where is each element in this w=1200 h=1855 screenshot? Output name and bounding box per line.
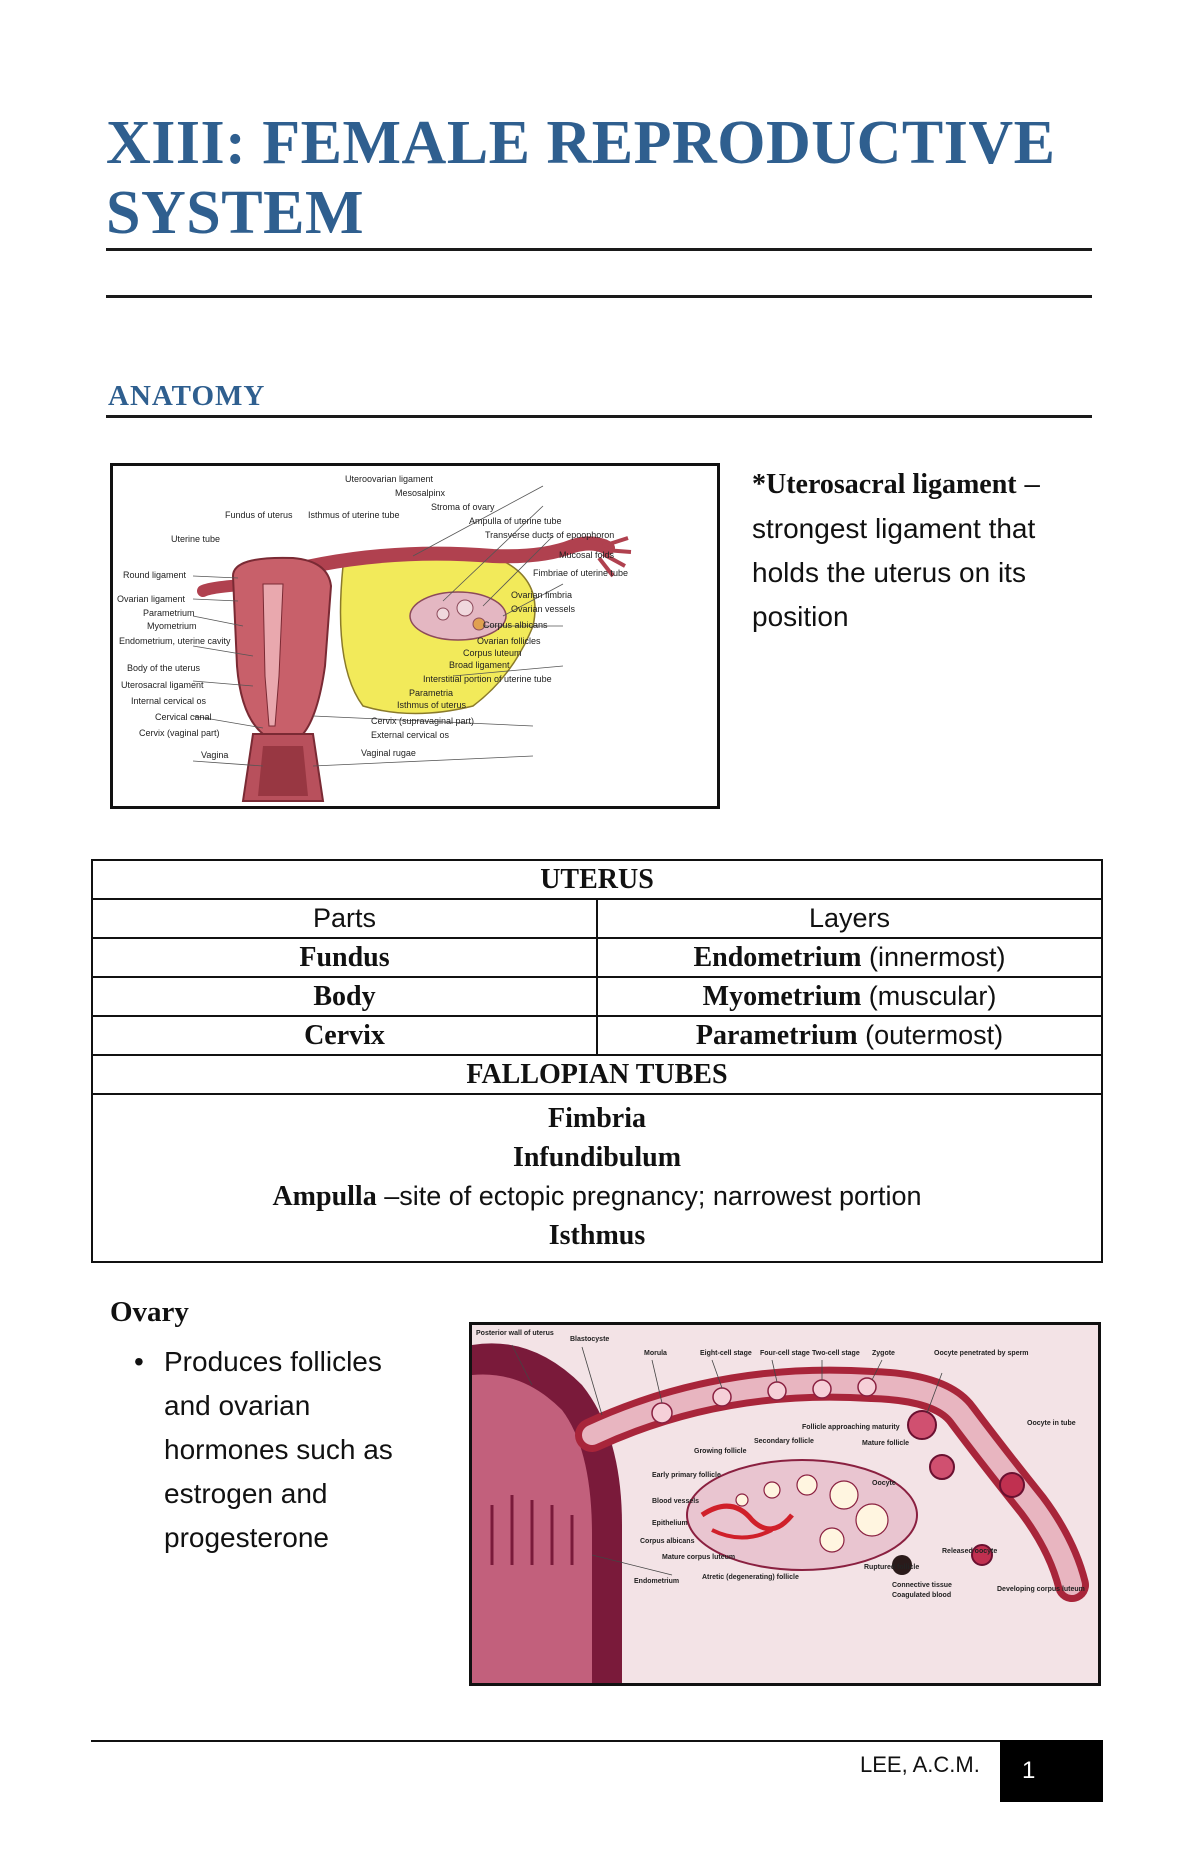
fallopian-header: FALLOPIAN TUBES bbox=[92, 1055, 1102, 1094]
part-name: Fundus bbox=[299, 942, 390, 973]
uterus-table-header: UTERUS bbox=[92, 860, 1102, 899]
fig1-label-corpus-luteum: Corpus luteum bbox=[463, 648, 522, 658]
fig2-label-corpus-albicans: Corpus albicans bbox=[640, 1538, 695, 1545]
title-rule-2 bbox=[106, 295, 1092, 298]
fig1-label-round-ligament: Round ligament bbox=[123, 570, 187, 580]
col-header-parts: Parts bbox=[92, 899, 597, 938]
page-title: XIII: FEMALE REPRODUCTIVE SYSTEM bbox=[106, 109, 1056, 247]
fig1-label-mucosal-folds: Mucosal folds bbox=[559, 550, 615, 560]
fig2-label-two-cell: Two-cell stage bbox=[812, 1350, 860, 1357]
note-term: *Uterosacral ligament bbox=[752, 469, 1017, 500]
fig1-label-internal-os: Internal cervical os bbox=[131, 696, 207, 706]
fig1-label-isthmus-uterus: Isthmus of uterus bbox=[397, 700, 467, 710]
footer-rule bbox=[91, 1740, 1103, 1742]
part-name: Body bbox=[313, 981, 376, 1012]
fig2-label-mature: Mature follicle bbox=[862, 1440, 910, 1447]
fig2-label-blastocyste: Blastocyste bbox=[570, 1336, 610, 1343]
fallopian-ampulla-note: –site of ectopic pregnancy; narrowest portion bbox=[384, 1181, 922, 1211]
fig1-label-uterosacral: Uterosacral ligament bbox=[121, 680, 204, 690]
fig1-label-broad-ligament: Broad ligament bbox=[449, 660, 510, 670]
table-row bbox=[92, 977, 1102, 1016]
fig1-label-corpus-albicans: Corpus albicans bbox=[483, 620, 548, 630]
fig2-label-coagulated: Coagulated blood bbox=[892, 1592, 952, 1599]
fig1-label-parametrium: Parametrium bbox=[143, 608, 195, 618]
fig1-label-body: Body of the uterus bbox=[127, 663, 201, 673]
fallopian-infundibulum: Infundibulum bbox=[512, 1142, 682, 1173]
fig1-label-ovarian-fimbria: Ovarian fimbria bbox=[511, 590, 573, 600]
fig1-label-external-os: External cervical os bbox=[371, 730, 450, 740]
fig2-label-morula: Morula bbox=[644, 1350, 667, 1357]
fig1-label-ovarian-vessels: Ovarian vessels bbox=[511, 604, 576, 614]
fig2-label-blood-vessels: Blood vessels bbox=[652, 1498, 700, 1505]
section-heading-anatomy: ANATOMY bbox=[108, 380, 266, 412]
fig1-label-ampulla: Ampulla of uterine tube bbox=[469, 516, 562, 526]
title-rule-1 bbox=[106, 248, 1092, 251]
fallopian-ampulla: Ampulla bbox=[272, 1181, 377, 1212]
layer-note: (outermost) bbox=[865, 1020, 1004, 1050]
fig1-label-endometrium: Endometrium, uterine cavity bbox=[119, 636, 231, 646]
fig2-label-mature-luteum: Mature corpus luteum bbox=[662, 1554, 736, 1561]
fig1-label-cervix-supravaginal: Cervix (supravaginal part) bbox=[371, 716, 475, 726]
fig2-label-oocyte: Oocyte bbox=[872, 1480, 896, 1487]
fig1-label-cervical-canal: Cervical canal bbox=[155, 712, 212, 722]
layer-name: Myometrium bbox=[702, 981, 862, 1012]
uterus-anatomy-figure bbox=[110, 463, 720, 809]
fig2-label-eight-cell: Eight-cell stage bbox=[700, 1350, 752, 1357]
fig2-label-posterior-wall: Posterior wall of uterus bbox=[476, 1330, 554, 1337]
ovary-heading: Ovary bbox=[110, 1296, 189, 1328]
fig2-label-ruptured: Ruptured follicle bbox=[864, 1564, 920, 1571]
fig2-label-released: Released oocyte bbox=[942, 1548, 998, 1555]
fig1-label-ovarian-follicles: Ovarian follicles bbox=[477, 636, 541, 646]
list-item: • Produces follicles and ovarian hormones such as estrogen and progesterone bbox=[134, 1340, 434, 1560]
fig2-label-zygote: Zygote bbox=[872, 1350, 895, 1357]
fig1-label-isthmus-tube: Isthmus of uterine tube bbox=[308, 510, 400, 520]
fig2-label-four-cell: Four-cell stage bbox=[760, 1350, 810, 1357]
fig1-label-fimbriae: Fimbriae of uterine tube bbox=[533, 568, 629, 578]
fig1-label-interstitial: Interstitial portion of uterine tube bbox=[423, 674, 552, 684]
fallopian-parts-cell bbox=[92, 1094, 1102, 1262]
uterosacral-note bbox=[752, 462, 1092, 639]
fig1-label-ovarian-ligament: Ovarian ligament bbox=[117, 594, 186, 604]
fig2-label-early-primary: Early primary follicle bbox=[652, 1472, 721, 1479]
layer-note: (innermost) bbox=[868, 942, 1006, 972]
fig2-label-oocyte-penetrated: Oocyte penetrated by sperm bbox=[934, 1350, 1029, 1357]
layer-name: Parametrium bbox=[695, 1020, 858, 1051]
table-row bbox=[92, 1016, 1102, 1055]
fig2-label-atretic: Atretic (degenerating) follicle bbox=[702, 1574, 799, 1581]
fig2-label-endometrium: Endometrium bbox=[634, 1578, 680, 1585]
col-header-layers: Layers bbox=[597, 899, 1102, 938]
fig1-label-myometrium: Myometrium bbox=[147, 621, 197, 631]
fig1-label-fundus: Fundus of uterus bbox=[225, 510, 293, 520]
fig1-label-vaginal-rugae: Vaginal rugae bbox=[361, 748, 416, 758]
footer-author: LEE, A.C.M. bbox=[860, 1752, 980, 1777]
fig1-label-uteroovarian: Uteroovarian ligament bbox=[345, 474, 434, 484]
fig2-label-growing: Growing follicle bbox=[694, 1448, 747, 1455]
page-number: 1 bbox=[1000, 1740, 1103, 1802]
fig2-label-secondary: Secondary follicle bbox=[754, 1438, 814, 1445]
fig1-label-stroma: Stroma of ovary bbox=[431, 502, 495, 512]
fallopian-fimbria: Fimbria bbox=[548, 1103, 646, 1134]
fig1-label-uterine-tube: Uterine tube bbox=[171, 534, 221, 544]
fig1-label-cervix-vaginal: Cervix (vaginal part) bbox=[139, 728, 220, 738]
fig1-label-epoophoron: Transverse ducts of epoophoron bbox=[485, 530, 615, 540]
layer-name: Endometrium bbox=[693, 942, 862, 973]
fallopian-isthmus: Isthmus bbox=[548, 1220, 646, 1251]
ovary-fertilization-figure bbox=[469, 1322, 1101, 1686]
fig2-label-oocyte-tube: Oocyte in tube bbox=[1027, 1420, 1076, 1427]
fallopian-ampulla-line bbox=[93, 1177, 1101, 1216]
table-row bbox=[92, 938, 1102, 977]
fig2-label-epithelium: Epithelium bbox=[652, 1520, 688, 1527]
fig1-label-mesosalpinx: Mesosalpinx bbox=[395, 488, 446, 498]
fig1-label-vagina: Vagina bbox=[201, 750, 229, 760]
fig2-label-developing-luteum: Developing corpus luteum bbox=[997, 1586, 1085, 1593]
uterus-anatomy-illustration bbox=[113, 466, 717, 806]
ovary-bullet-list bbox=[134, 1340, 434, 1560]
fig2-label-connective: Connective tissue bbox=[892, 1582, 952, 1589]
layer-note: (muscular) bbox=[868, 981, 997, 1011]
fertilization-illustration bbox=[472, 1325, 1098, 1683]
note-text: – strongest ligament that holds the uterus on its position bbox=[752, 468, 1040, 632]
fig2-label-approaching: Follicle approaching maturity bbox=[802, 1424, 900, 1431]
part-name: Cervix bbox=[304, 1020, 385, 1051]
uterus-table bbox=[91, 859, 1103, 1263]
fig1-label-parametria: Parametria bbox=[409, 688, 454, 698]
section-rule bbox=[106, 415, 1092, 418]
